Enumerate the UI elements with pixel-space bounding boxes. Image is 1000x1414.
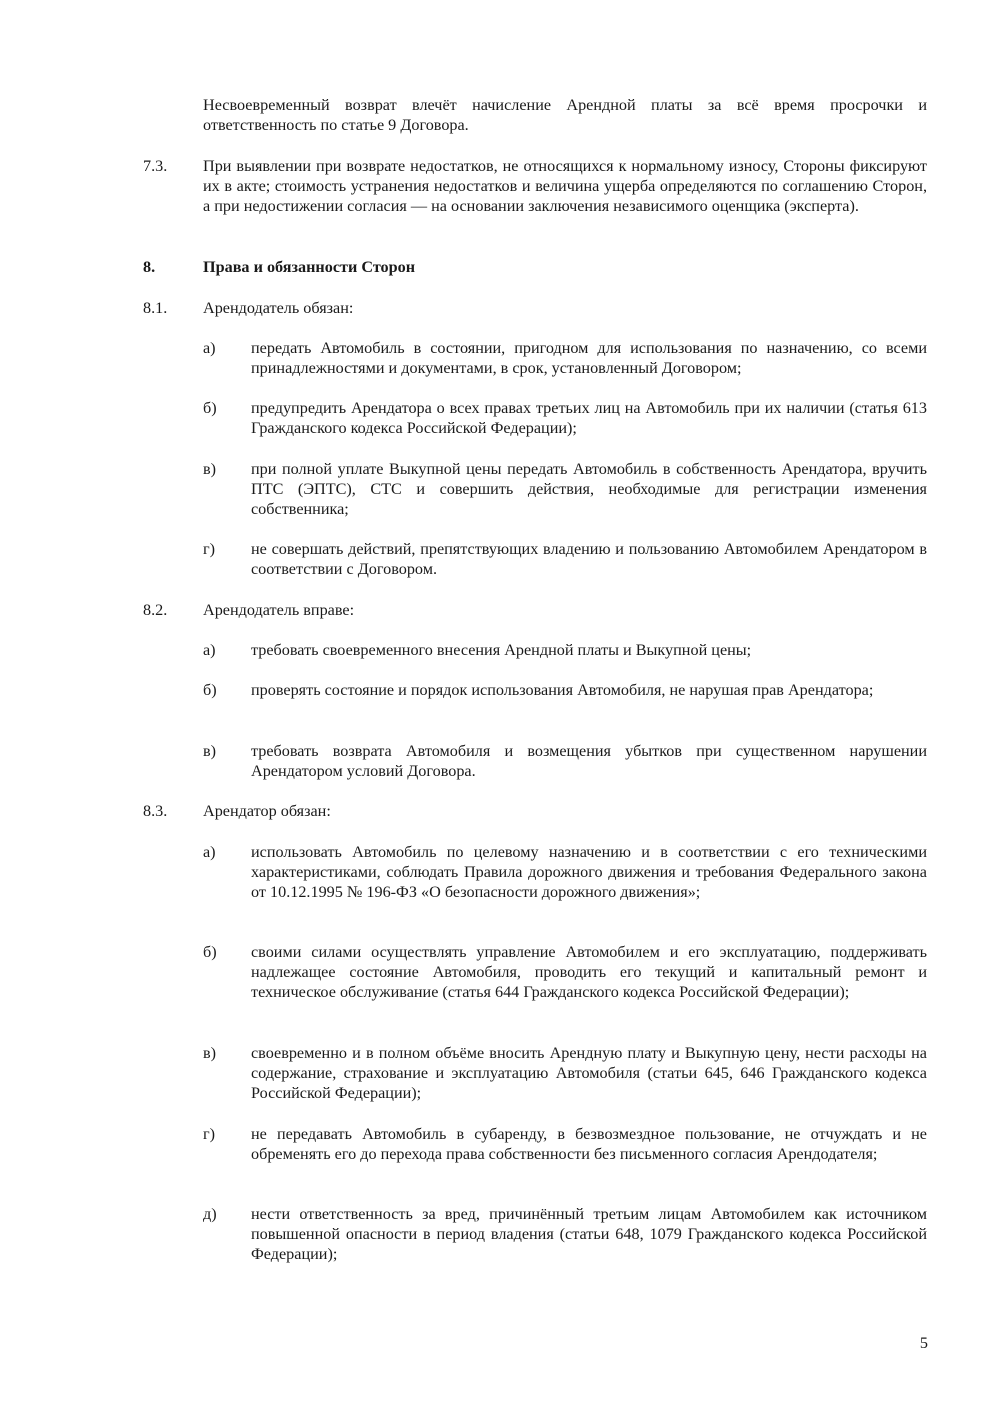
page-number: 5 [919,1334,928,1352]
clause-8-3-d-letter: д) [203,1205,217,1223]
clause-8-2-b-text: проверять состояние и порядок использования Автомобиля, не нарушая прав Арендатора; [251,681,874,699]
clause-8-3-text: Арендатор обязан: [203,802,331,820]
clause-8-2-b-letter: б) [203,681,217,699]
clause-8-3-g-letter: г) [203,1125,216,1143]
clause-8-1-g-letter: г) [203,540,216,558]
section-8-number: 8. [143,258,156,276]
clause-8-1-a-letter: а) [203,339,216,357]
clause-8-3-number: 8.3. [143,802,168,820]
clause-8-3-v-letter: в) [203,1044,217,1062]
clause-8-3-a-letter: а) [203,843,216,861]
clause-8-1-g-text: не совершать действий, препятствующих владению и пользованию Автомобилем Арендатором в соответствии с Договором. [251,540,927,579]
clause-8-1-number: 8.1. [143,299,168,317]
clause-8-2-text: Арендодатель вправе: [203,601,355,619]
clause-8-2-a-text: требовать своевременного внесения Арендной платы и Выкупной цены; [251,641,752,659]
clause-8-2-v-text: требовать возврата Автомобиля и возмещения убытков при существенном нарушении Арендатором условий Договора. [251,742,927,781]
section-8-title: Права и обязанности Сторон [203,258,416,276]
clause-7-3-text: При выявлении при возврате недостатков, не относящихся к нормальному износу, Стороны фиксируют их в акте; стоимость устранения недостатков и величина ущерба определяются по соглашению Сторон, а при недостижении согласия — на основании заключения независимого оценщика (эксперта). [203,157,927,216]
clause-8-2-number: 8.2. [143,601,168,619]
clause-8-1-v-text: при полной уплате Выкупной цены передать Автомобиль в собственность Арендатора, вручить ПТС (ЭПТС), СТС и совершить действия, необходимые для регистрации изменения собственника; [251,460,927,519]
clause-8-3-g-text: не передавать Автомобиль в субаренду, в безвозмездное пользование, не отчуждать и не обременять его до перехода права собственности без письменного согласия Арендодателя; [251,1125,927,1164]
clause-8-3-d-text: нести ответственность за вред, причинённый третьим лицам Автомобилем как источником повышенной опасности в период владения (статьи 648, 1079 Гражданского кодекса Российской Федерации); [251,1205,927,1264]
clause-8-3-v-text: своевременно и в полном объёме вносить Арендную плату и Выкупную цену, нести расходы на содержание, страхование и эксплуатацию Автомобиля (статьи 645, 646 Гражданского кодекса Российской Федерации); [251,1044,927,1103]
clause-7-3-number: 7.3. [143,157,168,175]
clause-8-1-text: Арендодатель обязан: [203,299,354,317]
clause-8-3-b-letter: б) [203,943,217,961]
clause-8-1-a-text: передать Автомобиль в состоянии, пригодном для использования по назначению, со всеми принадлежностями и документами, в срок, установленный Договором; [251,339,927,378]
clause-8-2-v-letter: в) [203,742,217,760]
continuation-paragraph: Несвоевременный возврат влечёт начисление Арендной платы за всё время просрочки и ответственность по статье 9 Договора. [203,96,927,135]
clause-8-1-b-text: предупредить Арендатора о всех правах третьих лиц на Автомобиль при их наличии (статья 613 Гражданского кодекса Российской Федерации); [251,399,927,438]
clause-8-3-b-text: своими силами осуществлять управление Автомобилем и его эксплуатацию, поддерживать надлежащее состояние Автомобиля, проводить его текущий и капитальный ремонт и техническое обслуживание (статья 644 Гражданского кодекса Российской Федерации); [251,943,927,1002]
clause-8-1-b-letter: б) [203,399,217,417]
clause-8-3-a-text: использовать Автомобиль по целевому назначению и в соответствии с его техническими характеристиками, соблюдать Правила дорожного движения и требования Федерального закона от 10.12.1995 № 196-ФЗ «О безопасности дорожного движения»; [251,843,927,902]
clause-8-2-a-letter: а) [203,641,216,659]
clause-8-1-v-letter: в) [203,460,217,478]
